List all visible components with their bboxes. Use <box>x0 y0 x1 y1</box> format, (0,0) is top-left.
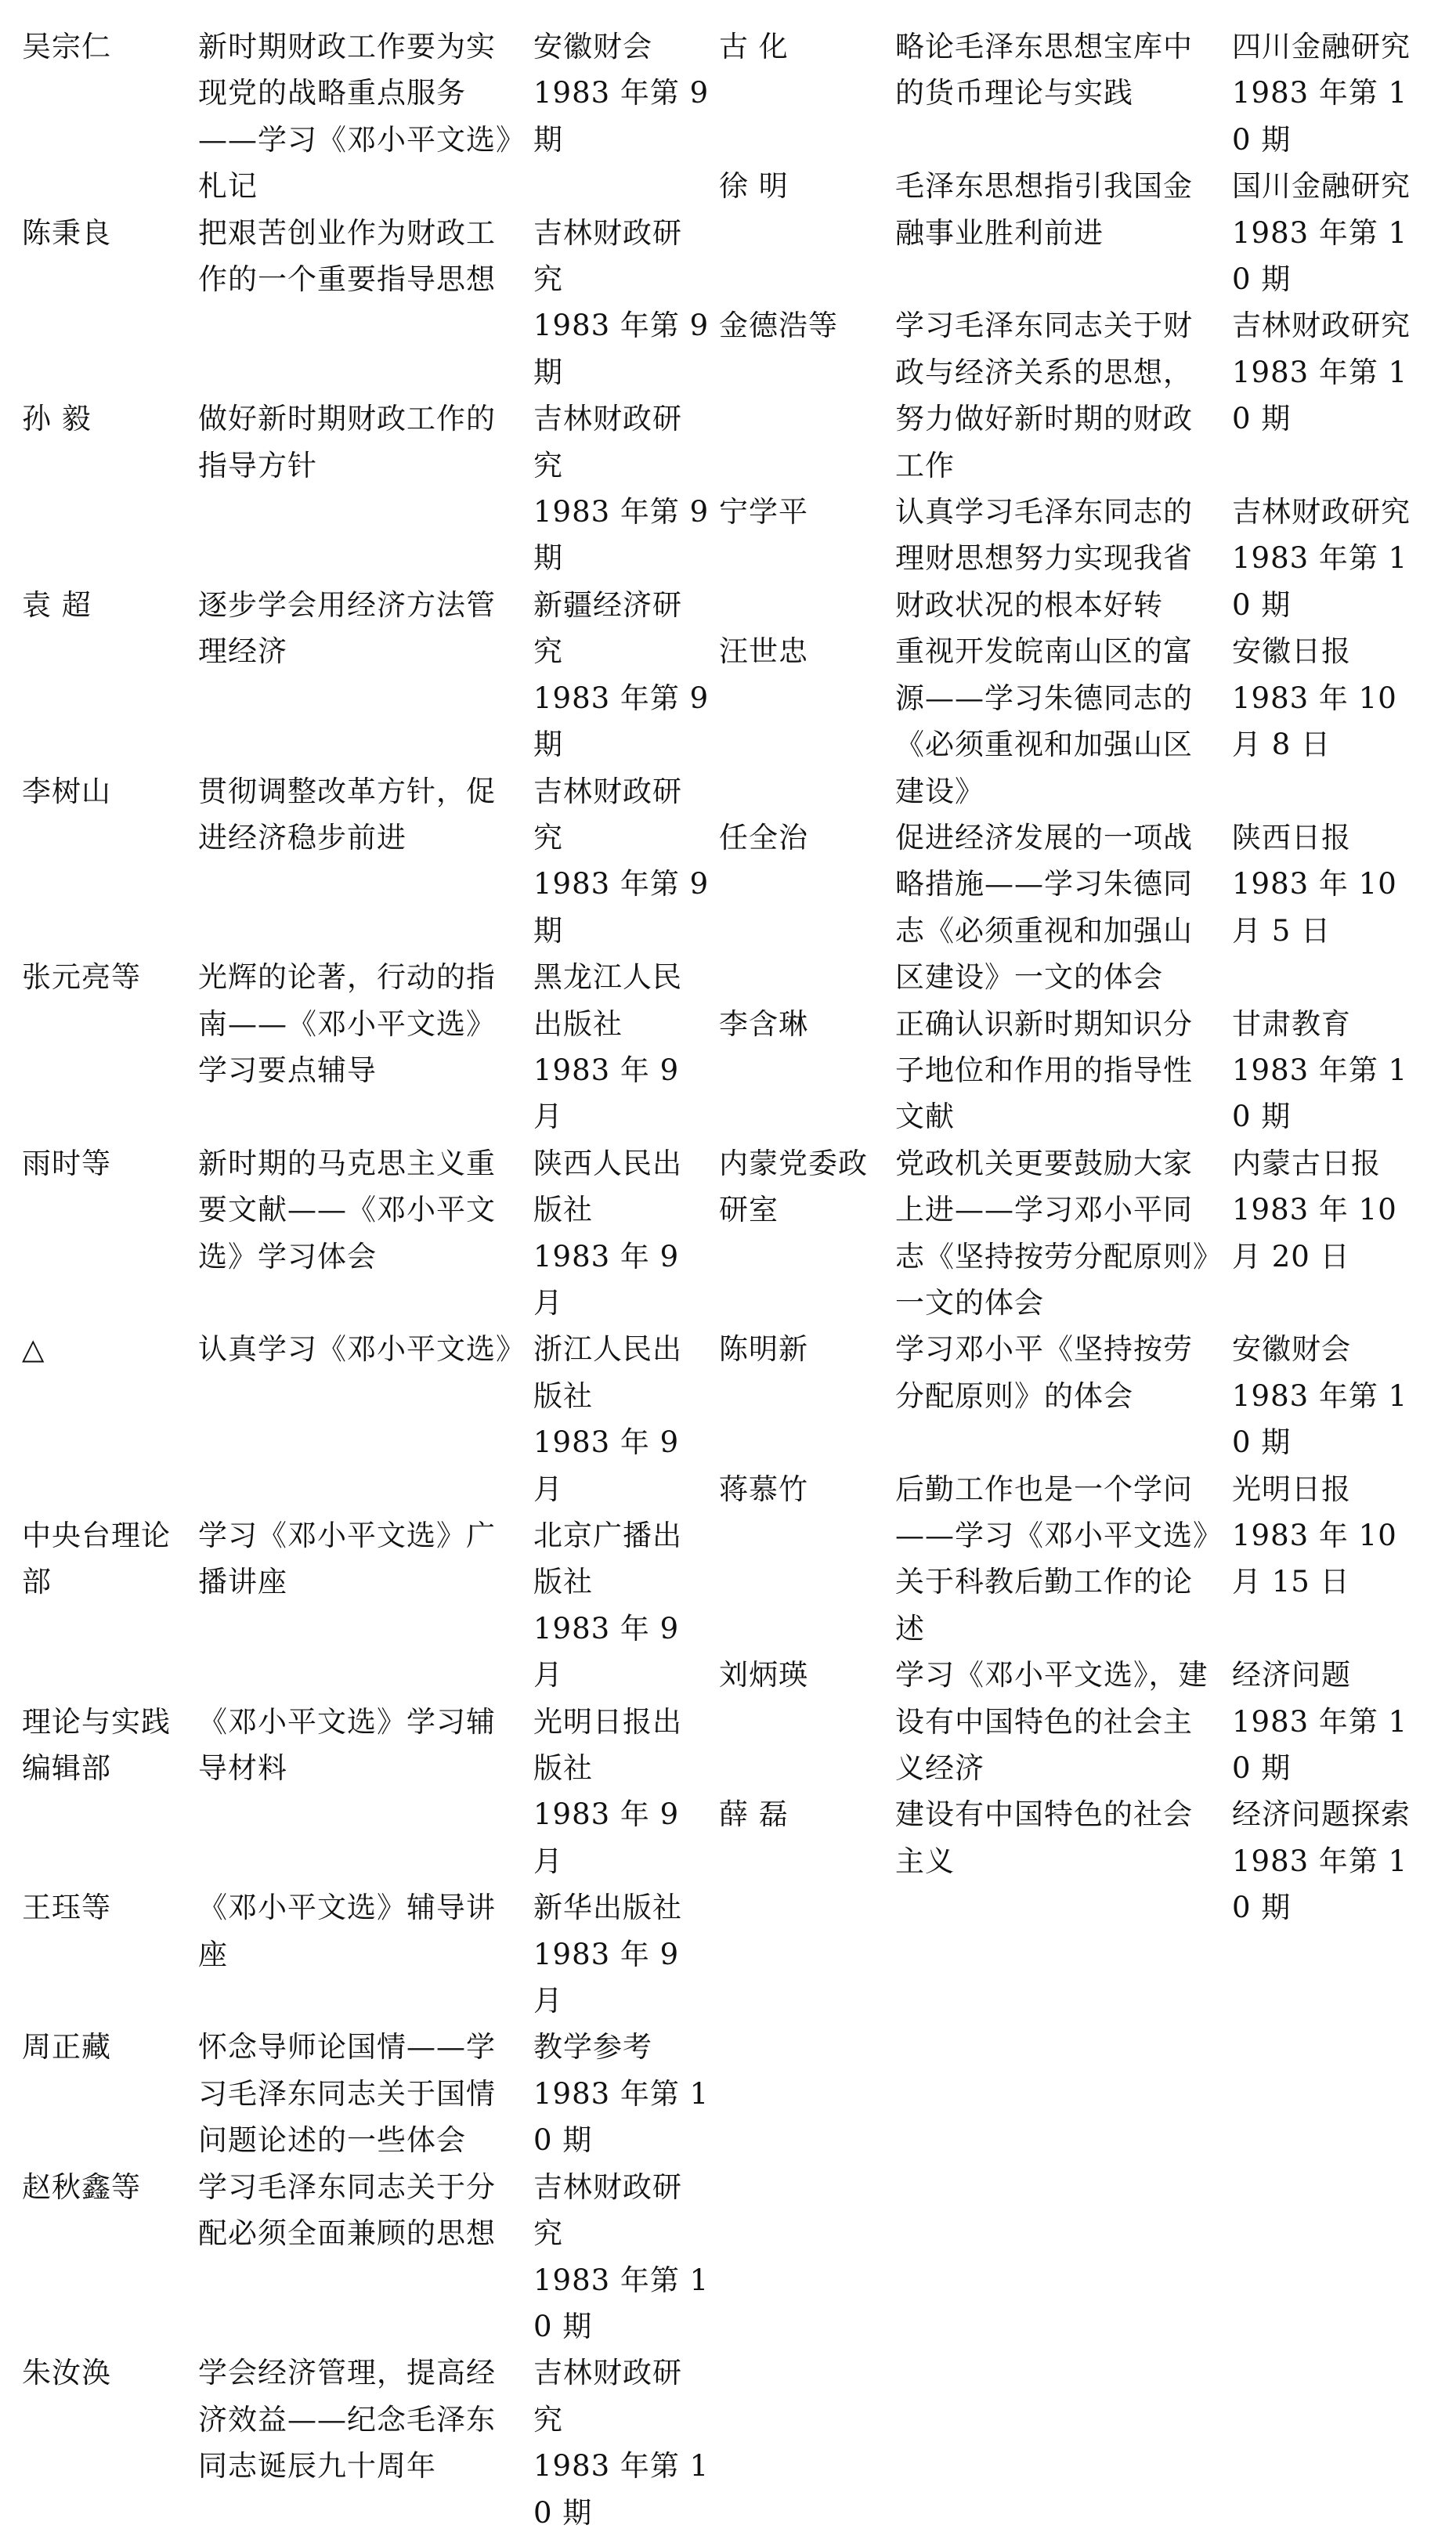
right-column <box>719 23 1424 1931</box>
entry-author: △ <box>22 1332 45 1367</box>
entry-source: 光明日报出版社 <box>533 1704 682 1786</box>
entry-source: 甘肃教育 <box>1232 1006 1351 1041</box>
entry-title: 逐步学会用经济方法管理经济 <box>198 587 496 669</box>
entry-source-cell <box>533 2164 711 2350</box>
table-row <box>719 1326 1424 1465</box>
entry-title: 正确认识新时期知识分子地位和作用的指导性文献 <box>895 1006 1193 1134</box>
entry-source-cell <box>1232 1652 1424 1791</box>
table-row <box>22 954 711 1140</box>
entry-source-cell <box>533 23 711 210</box>
right-bibliography-table <box>719 23 1424 1931</box>
entry-author: 张元亮等 <box>22 960 141 995</box>
entry-source-cell <box>1232 1140 1424 1327</box>
entry-author: 雨时等 <box>22 1146 111 1180</box>
entry-source: 吉林财政研究 <box>533 215 682 297</box>
entry-author: 古 化 <box>719 30 789 63</box>
entry-author: 朱汝涣 <box>22 2356 111 2390</box>
entry-source: 黑龙江人民出版社 <box>533 960 682 1041</box>
entry-date: 1983 年第 10 期 <box>1232 541 1408 622</box>
entry-title: 重视开发皖南山区的富源——学习朱德同志的《必须重视和加强山区建设》 <box>895 634 1193 808</box>
entry-author: 陈秉良 <box>22 215 111 250</box>
entry-source: 吉林财政研究 <box>533 402 682 482</box>
table-row <box>719 23 1424 163</box>
table-row <box>719 163 1424 302</box>
entry-title: 认真学习毛泽东同志的理财思想努力实现我省财政状况的根本好转 <box>895 495 1193 622</box>
entry-date: 1983 年 10 月 8 日 <box>1232 681 1397 762</box>
entry-date: 1983 年第 10 期 <box>1232 1053 1408 1134</box>
entry-source-cell <box>533 954 711 1140</box>
entry-author: 李含琳 <box>719 1006 808 1041</box>
entry-source: 浙江人民出版社 <box>533 1332 682 1413</box>
entry-source-cell <box>533 1512 711 1699</box>
table-row <box>22 210 711 396</box>
entry-author: 蒋慕竹 <box>719 1472 808 1506</box>
entry-date: 1983 年 9 月 <box>533 1053 680 1134</box>
entry-date: 1983 年第 10 期 <box>1232 1844 1408 1925</box>
entry-source: 经济问题 <box>1232 1658 1351 1692</box>
entry-author: 宁学平 <box>719 495 808 529</box>
entry-date: 1983 年 10 月 15 日 <box>1232 1519 1397 1599</box>
entry-date: 1983 年第 10 期 <box>533 2263 710 2343</box>
entry-title: 光辉的论著，行动的指南——《邓小平文选》学习要点辅导 <box>198 960 496 1087</box>
entry-date: 1983 年第 10 期 <box>1232 1704 1408 1786</box>
entry-date: 1983 年第 9 期 <box>533 681 710 762</box>
entry-source-cell <box>1232 163 1424 302</box>
entry-title: 后勤工作也是一个学问——学习《邓小平文选》关于科教后勤工作的论述 <box>895 1472 1209 1646</box>
table-row <box>719 815 1424 1001</box>
entry-author: 周正藏 <box>22 2030 111 2065</box>
entry-author: 李树山 <box>22 774 111 808</box>
entry-author: 吴宗仁 <box>22 30 111 63</box>
table-row <box>719 1652 1424 1791</box>
entry-author: 袁 超 <box>22 587 92 622</box>
entry-date: 1983 年 9 月 <box>533 1425 680 1506</box>
table-row <box>22 1699 711 1885</box>
entry-author: 理论与实践编辑部 <box>22 1704 171 1786</box>
entry-source-cell <box>1232 23 1424 163</box>
entry-source-cell <box>1232 1001 1424 1140</box>
entry-author: 汪世忠 <box>719 634 808 669</box>
table-row <box>719 489 1424 628</box>
entry-title: 学习邓小平《坚持按劳分配原则》的体会 <box>895 1332 1193 1413</box>
entry-source: 吉林财政研究 <box>1232 309 1411 343</box>
entry-author: 金德浩等 <box>719 309 838 343</box>
entry-title: 学习《邓小平文选》广播讲座 <box>198 1519 496 1599</box>
table-row <box>22 1326 711 1512</box>
entry-author: 中央台理论部 <box>22 1519 171 1599</box>
entry-author: 徐 明 <box>719 169 789 204</box>
entry-source-cell <box>533 1326 711 1512</box>
entry-source: 光明日报 <box>1232 1472 1351 1506</box>
table-row <box>719 1791 1424 1931</box>
entry-source: 陕西日报 <box>1232 820 1351 854</box>
table-row <box>22 1512 711 1699</box>
entry-title: 略论毛泽东思想宝库中的货币理论与实践 <box>895 30 1193 110</box>
entry-date: 1983 年第 10 期 <box>1232 215 1408 297</box>
entry-title: 学会经济管理，提高经济效益——纪念毛泽东同志诞辰九十周年 <box>198 2356 496 2484</box>
entry-source-cell <box>1232 1326 1424 1465</box>
entry-title: 建设有中国特色的社会主义 <box>895 1797 1193 1878</box>
entry-source-cell <box>1232 628 1424 815</box>
entry-title: 促进经济发展的一项战略措施——学习朱德同志《必须重视和加强山区建设》一文的体会 <box>895 820 1193 995</box>
entry-title: 党政机关更要鼓励大家上进——学习邓小平同志《坚持按劳分配原则》一文的体会 <box>895 1146 1209 1320</box>
entry-date: 1983 年第 9 期 <box>533 309 710 389</box>
entry-title: 贯彻调整改革方针，促进经济稳步前进 <box>198 774 496 854</box>
entry-source-cell <box>533 2024 711 2163</box>
entry-source-cell <box>533 768 711 955</box>
entry-date: 1983 年第 10 期 <box>1232 1378 1408 1460</box>
entry-source-cell <box>533 1140 711 1327</box>
entry-source: 国川金融研究 <box>1232 169 1411 204</box>
entry-date: 1983 年 10 月 20 日 <box>1232 1193 1397 1273</box>
entry-source: 安徽日报 <box>1232 634 1351 669</box>
entry-source-cell <box>533 582 711 768</box>
entry-title: 学习《邓小平文选》，建设有中国特色的社会主义经济 <box>895 1658 1209 1786</box>
table-row <box>22 2164 711 2350</box>
entry-title: 新时期的马克思主义重要文献——《邓小平文选》学习体会 <box>198 1146 496 1273</box>
entry-date: 1983 年第 10 期 <box>533 2449 710 2530</box>
entry-author: 内蒙党委政研室 <box>719 1146 868 1227</box>
entry-title: 《邓小平文选》学习辅导材料 <box>198 1704 496 1786</box>
entry-source-cell <box>1232 302 1424 489</box>
entry-source: 安徽财会 <box>533 30 652 63</box>
entry-source: 吉林财政研究 <box>533 2169 682 2251</box>
entry-author: 薛 磊 <box>719 1797 789 1832</box>
table-row <box>22 2024 711 2163</box>
entry-date: 1983 年第 9 期 <box>533 76 710 157</box>
entry-title: 毛泽东思想指引我国金融事业胜利前进 <box>895 169 1193 250</box>
entry-date: 1983 年 9 月 <box>533 1797 680 1878</box>
table-row <box>22 396 711 582</box>
entry-source-cell <box>533 210 711 396</box>
table-row <box>719 1466 1424 1653</box>
table-row <box>719 1140 1424 1327</box>
entry-source: 吉林财政研究 <box>533 774 682 854</box>
entry-source: 内蒙古日报 <box>1232 1146 1381 1180</box>
entry-source-cell <box>1232 815 1424 1001</box>
entry-date: 1983 年 9 月 <box>533 1239 680 1320</box>
entry-title: 新时期财政工作要为实现党的战略重点服务——学习《邓小平文选》札记 <box>198 30 511 204</box>
entry-title: 把艰苦创业作为财政工作的一个重要指导思想 <box>198 215 496 297</box>
entry-author: 陈明新 <box>719 1332 808 1367</box>
entry-date: 1983 年第 9 期 <box>533 867 710 948</box>
entry-source: 新疆经济研究 <box>533 587 682 669</box>
entry-source-cell <box>1232 489 1424 628</box>
table-row <box>22 1140 711 1327</box>
entry-title: 学习毛泽东同志关于财政与经济关系的思想，努力做好新时期的财政工作 <box>895 309 1193 482</box>
entry-source: 吉林财政研究 <box>1232 495 1411 529</box>
entry-author: 任全治 <box>719 820 808 854</box>
entry-date: 1983 年 9 月 <box>533 1937 680 2018</box>
entry-author: 刘炳瑛 <box>719 1658 808 1692</box>
table-row <box>719 628 1424 815</box>
left-column <box>22 23 711 2536</box>
entry-title: 怀念导师论国情——学习毛泽东同志关于国情问题论述的一些体会 <box>198 2030 496 2158</box>
entry-author: 赵秋鑫等 <box>22 2169 141 2204</box>
entry-source: 新华出版社 <box>533 1891 682 1925</box>
entry-source: 安徽财会 <box>1232 1332 1351 1367</box>
entry-source-cell <box>533 2350 711 2536</box>
entry-date: 1983 年 9 月 <box>533 1611 680 1692</box>
table-row <box>22 1884 711 2024</box>
entry-source: 四川金融研究 <box>1232 30 1411 63</box>
entry-date: 1983 年 10 月 5 日 <box>1232 867 1397 948</box>
entry-source: 陕西人民出版社 <box>533 1146 682 1227</box>
entry-title: 认真学习《邓小平文选》 <box>198 1332 526 1367</box>
entry-author: 王珏等 <box>22 1891 111 1925</box>
entry-date: 1983 年第 10 期 <box>1232 355 1408 436</box>
entry-date: 1983 年第 9 期 <box>533 495 710 576</box>
entry-source-cell <box>533 1699 711 1885</box>
entry-title: 学习毛泽东同志关于分配必须全面兼顾的思想 <box>198 2169 496 2251</box>
table-row <box>719 1001 1424 1140</box>
entry-source-cell <box>533 396 711 582</box>
table-row <box>22 582 711 768</box>
table-row <box>719 302 1424 489</box>
table-row <box>22 23 711 210</box>
entry-date: 1983 年第 10 期 <box>533 2076 710 2158</box>
entry-date: 1983 年第 10 期 <box>1232 76 1408 157</box>
entry-author: 孙 毅 <box>22 402 92 436</box>
entry-source: 经济问题探索 <box>1232 1797 1411 1832</box>
left-bibliography-table <box>22 23 711 2536</box>
table-row <box>22 2350 711 2536</box>
entry-source: 吉林财政研究 <box>533 2356 682 2437</box>
entry-title: 做好新时期财政工作的指导方针 <box>198 402 496 482</box>
entry-source-cell <box>1232 1791 1424 1931</box>
entry-source-cell <box>1232 1466 1424 1653</box>
entry-source-cell <box>533 1884 711 2024</box>
entry-title: 《邓小平文选》辅导讲座 <box>198 1891 496 1971</box>
entry-source: 北京广播出版社 <box>533 1519 682 1599</box>
entry-source: 教学参考 <box>533 2030 652 2065</box>
table-row <box>22 768 711 955</box>
